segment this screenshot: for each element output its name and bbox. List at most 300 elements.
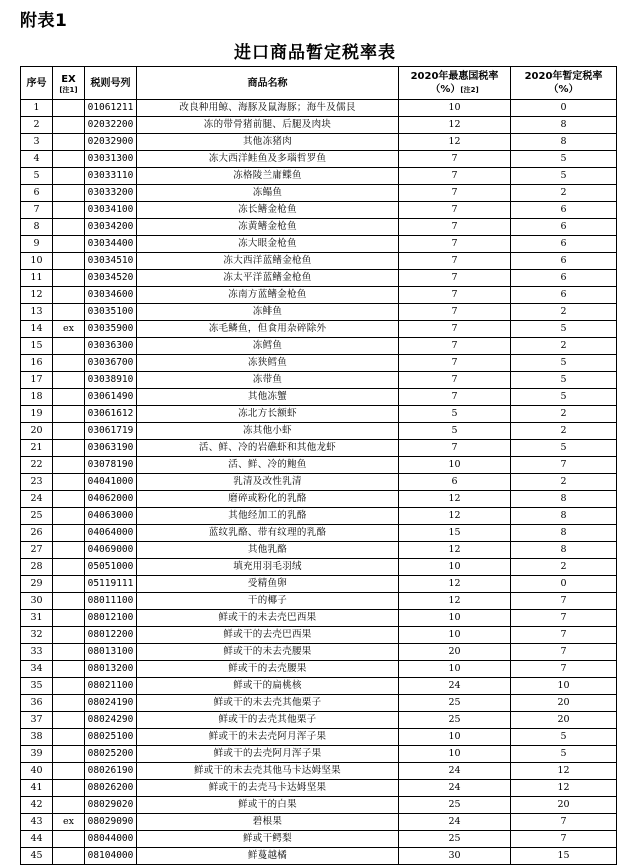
cell-mfn-rate: 5: [399, 406, 511, 423]
cell-seq: 27: [21, 542, 53, 559]
table-row: [21, 729, 617, 746]
cell-seq: 32: [21, 627, 53, 644]
cell-name: 碧根果: [137, 814, 399, 831]
cell-ex: [53, 117, 85, 134]
cell-seq: 18: [21, 389, 53, 406]
cell-provisional-rate: 2: [511, 185, 617, 202]
cell-mfn-rate: 25: [399, 797, 511, 814]
cell-ex: [53, 780, 85, 797]
cell-name: 受精鱼卵: [137, 576, 399, 593]
cell-provisional-rate: 12: [511, 780, 617, 797]
cell-ex: ex: [53, 814, 85, 831]
cell-mfn-rate: 7: [399, 185, 511, 202]
cell-mfn-rate: 7: [399, 236, 511, 253]
cell-provisional-rate: 5: [511, 372, 617, 389]
cell-seq: 19: [21, 406, 53, 423]
header-seq: 序号: [21, 67, 53, 100]
cell-seq: 17: [21, 372, 53, 389]
cell-code: 03061612: [85, 406, 137, 423]
cell-mfn-rate: 10: [399, 610, 511, 627]
table-row: [21, 797, 617, 814]
cell-mfn-rate: 7: [399, 338, 511, 355]
table-row: [21, 525, 617, 542]
cell-name: 冻带鱼: [137, 372, 399, 389]
cell-mfn-rate: 10: [399, 746, 511, 763]
cell-seq: 38: [21, 729, 53, 746]
cell-seq: 12: [21, 287, 53, 304]
cell-code: 08012100: [85, 610, 137, 627]
cell-ex: [53, 440, 85, 457]
cell-code: 01061211: [85, 100, 137, 117]
cell-name: 活、鲜、冷的岩礁虾和其他龙虾: [137, 440, 399, 457]
header-mfn-line2: （%）: [430, 83, 461, 95]
cell-mfn-rate: 7: [399, 355, 511, 372]
table-row: [21, 695, 617, 712]
cell-name: 鲜或干的未去壳巴西果: [137, 610, 399, 627]
cell-provisional-rate: 2: [511, 338, 617, 355]
cell-code: 08011100: [85, 593, 137, 610]
cell-ex: [53, 644, 85, 661]
cell-name: 其他乳酪: [137, 542, 399, 559]
table-row: [21, 746, 617, 763]
cell-provisional-rate: 5: [511, 168, 617, 185]
header-mfn-note: [注2]: [460, 85, 479, 94]
header-ex-note: [注1]: [59, 85, 78, 94]
cell-code: 04064000: [85, 525, 137, 542]
cell-seq: 29: [21, 576, 53, 593]
cell-name: 鲜或干的去壳阿月浑子果: [137, 746, 399, 763]
cell-name: 冻大眼金枪鱼: [137, 236, 399, 253]
cell-ex: [53, 729, 85, 746]
cell-ex: [53, 355, 85, 372]
cell-code: 08026200: [85, 780, 137, 797]
cell-provisional-rate: 0: [511, 576, 617, 593]
cell-provisional-rate: 7: [511, 661, 617, 678]
cell-mfn-rate: 25: [399, 831, 511, 848]
table-row: [21, 253, 617, 270]
table-row: [21, 491, 617, 508]
cell-provisional-rate: 20: [511, 695, 617, 712]
cell-provisional-rate: 5: [511, 389, 617, 406]
cell-code: 03061490: [85, 389, 137, 406]
cell-name: 鲜或干的去壳腰果: [137, 661, 399, 678]
table-row: [21, 644, 617, 661]
cell-name: 冻其他小虾: [137, 423, 399, 440]
cell-ex: [53, 695, 85, 712]
table-row: [21, 100, 617, 117]
cell-name: 冻黄鳍金枪鱼: [137, 219, 399, 236]
table-header-row: [21, 67, 617, 100]
cell-mfn-rate: 7: [399, 168, 511, 185]
cell-seq: 39: [21, 746, 53, 763]
cell-provisional-rate: 5: [511, 440, 617, 457]
cell-code: 03061719: [85, 423, 137, 440]
cell-code: 08104000: [85, 848, 137, 865]
cell-code: 02032200: [85, 117, 137, 134]
cell-provisional-rate: 5: [511, 729, 617, 746]
cell-name: 活、鲜、冷的鲍鱼: [137, 457, 399, 474]
cell-provisional-rate: 2: [511, 559, 617, 576]
cell-seq: 10: [21, 253, 53, 270]
cell-code: 03036700: [85, 355, 137, 372]
cell-provisional-rate: 6: [511, 270, 617, 287]
table-row: [21, 712, 617, 729]
cell-code: 03031300: [85, 151, 137, 168]
cell-provisional-rate: 2: [511, 304, 617, 321]
cell-code: 02032900: [85, 134, 137, 151]
cell-ex: [53, 797, 85, 814]
cell-provisional-rate: 0: [511, 100, 617, 117]
cell-seq: 34: [21, 661, 53, 678]
cell-code: 08013100: [85, 644, 137, 661]
cell-mfn-rate: 25: [399, 712, 511, 729]
cell-code: 04062000: [85, 491, 137, 508]
cell-code: 08013200: [85, 661, 137, 678]
cell-provisional-rate: 5: [511, 321, 617, 338]
cell-code: 08029020: [85, 797, 137, 814]
header-provisional-rate: [511, 67, 617, 100]
table-row: [21, 559, 617, 576]
cell-ex: [53, 389, 85, 406]
cell-seq: 7: [21, 202, 53, 219]
cell-code: 08012200: [85, 627, 137, 644]
cell-name: 冻鳎鱼: [137, 185, 399, 202]
cell-code: 08025200: [85, 746, 137, 763]
cell-seq: 3: [21, 134, 53, 151]
table-row: [21, 423, 617, 440]
cell-name: 冻鳕鱼: [137, 338, 399, 355]
header-name: 商品名称: [137, 67, 399, 100]
cell-provisional-rate: 7: [511, 831, 617, 848]
cell-provisional-rate: 20: [511, 797, 617, 814]
cell-provisional-rate: 7: [511, 644, 617, 661]
table-row: [21, 168, 617, 185]
cell-ex: [53, 185, 85, 202]
cell-seq: 15: [21, 338, 53, 355]
cell-name: 鲜或干的去壳其他栗子: [137, 712, 399, 729]
table-row: [21, 542, 617, 559]
attachment-label: 附表1: [20, 11, 68, 31]
cell-provisional-rate: 8: [511, 491, 617, 508]
cell-ex: [53, 202, 85, 219]
cell-name: 鲜或干的白果: [137, 797, 399, 814]
cell-mfn-rate: 24: [399, 678, 511, 695]
cell-seq: 6: [21, 185, 53, 202]
header-provisional-line2: （%）: [548, 84, 579, 95]
cell-mfn-rate: 12: [399, 576, 511, 593]
cell-provisional-rate: 2: [511, 406, 617, 423]
cell-code: 03034520: [85, 270, 137, 287]
cell-seq: 25: [21, 508, 53, 525]
table-row: [21, 610, 617, 627]
cell-mfn-rate: 7: [399, 219, 511, 236]
cell-name: 其他经加工的乳酪: [137, 508, 399, 525]
cell-code: 03078190: [85, 457, 137, 474]
cell-provisional-rate: 12: [511, 763, 617, 780]
table-row: [21, 406, 617, 423]
cell-provisional-rate: 2: [511, 474, 617, 491]
cell-mfn-rate: 24: [399, 814, 511, 831]
cell-name: 鲜或干的去壳马卡达姆坚果: [137, 780, 399, 797]
cell-seq: 9: [21, 236, 53, 253]
cell-ex: [53, 746, 85, 763]
document-title: 进口商品暂定税率表: [234, 43, 396, 63]
cell-seq: 11: [21, 270, 53, 287]
cell-mfn-rate: 5: [399, 423, 511, 440]
cell-provisional-rate: 8: [511, 508, 617, 525]
cell-code: 08029090: [85, 814, 137, 831]
cell-mfn-rate: 10: [399, 457, 511, 474]
cell-mfn-rate: 7: [399, 253, 511, 270]
table-row: [21, 185, 617, 202]
cell-seq: 5: [21, 168, 53, 185]
cell-ex: [53, 610, 85, 627]
cell-code: 08021100: [85, 678, 137, 695]
cell-name: 冻大西洋蓝鳍金枪鱼: [137, 253, 399, 270]
cell-seq: 40: [21, 763, 53, 780]
table-row: [21, 457, 617, 474]
table-row: [21, 780, 617, 797]
table-row: [21, 219, 617, 236]
cell-provisional-rate: 7: [511, 627, 617, 644]
cell-mfn-rate: 12: [399, 491, 511, 508]
cell-seq: 20: [21, 423, 53, 440]
cell-code: 08026190: [85, 763, 137, 780]
cell-mfn-rate: 12: [399, 117, 511, 134]
cell-provisional-rate: 8: [511, 134, 617, 151]
cell-mfn-rate: 10: [399, 661, 511, 678]
table-row: [21, 304, 617, 321]
cell-ex: [53, 831, 85, 848]
header-ex: [53, 67, 85, 100]
cell-seq: 21: [21, 440, 53, 457]
cell-name: 其他冻蟹: [137, 389, 399, 406]
cell-ex: ex: [53, 321, 85, 338]
cell-ex: [53, 236, 85, 253]
cell-ex: [53, 151, 85, 168]
cell-provisional-rate: 7: [511, 457, 617, 474]
cell-provisional-rate: 5: [511, 746, 617, 763]
cell-code: 03034600: [85, 287, 137, 304]
cell-seq: 30: [21, 593, 53, 610]
table-row: [21, 287, 617, 304]
header-mfn-rate: [399, 67, 511, 100]
cell-seq: 8: [21, 219, 53, 236]
cell-seq: 4: [21, 151, 53, 168]
cell-ex: [53, 304, 85, 321]
table-row: [21, 117, 617, 134]
cell-seq: 13: [21, 304, 53, 321]
cell-provisional-rate: 6: [511, 236, 617, 253]
table-row: [21, 814, 617, 831]
cell-provisional-rate: 6: [511, 219, 617, 236]
cell-ex: [53, 219, 85, 236]
table-row: [21, 236, 617, 253]
cell-code: 08044000: [85, 831, 137, 848]
cell-name: 鲜或干鳄梨: [137, 831, 399, 848]
cell-name: 鲜蔓越橘: [137, 848, 399, 865]
cell-ex: [53, 508, 85, 525]
table-row: [21, 576, 617, 593]
cell-mfn-rate: 7: [399, 321, 511, 338]
cell-code: 03033200: [85, 185, 137, 202]
table-row: [21, 355, 617, 372]
table-row: [21, 440, 617, 457]
cell-seq: 37: [21, 712, 53, 729]
cell-ex: [53, 253, 85, 270]
cell-code: 03035100: [85, 304, 137, 321]
cell-name: 其他冻猪肉: [137, 134, 399, 151]
cell-ex: [53, 423, 85, 440]
cell-code: 05051000: [85, 559, 137, 576]
cell-mfn-rate: 10: [399, 100, 511, 117]
cell-name: 干的椰子: [137, 593, 399, 610]
cell-ex: [53, 661, 85, 678]
cell-seq: 1: [21, 100, 53, 117]
cell-ex: [53, 712, 85, 729]
table-row: [21, 474, 617, 491]
table-row: [21, 321, 617, 338]
cell-name: 鲜或干的未去壳腰果: [137, 644, 399, 661]
cell-ex: [53, 627, 85, 644]
table-row: [21, 270, 617, 287]
table-row: [21, 338, 617, 355]
cell-mfn-rate: 7: [399, 151, 511, 168]
cell-mfn-rate: 7: [399, 389, 511, 406]
cell-name: 冻大西洋鲑鱼及多瑙哲罗鱼: [137, 151, 399, 168]
cell-provisional-rate: 6: [511, 253, 617, 270]
cell-ex: [53, 474, 85, 491]
cell-code: 08024190: [85, 695, 137, 712]
cell-name: 填充用羽毛羽绒: [137, 559, 399, 576]
cell-ex: [53, 559, 85, 576]
cell-provisional-rate: 2: [511, 423, 617, 440]
cell-code: 04041000: [85, 474, 137, 491]
cell-name: 鲜或干的扁桃核: [137, 678, 399, 695]
cell-mfn-rate: 10: [399, 729, 511, 746]
cell-ex: [53, 287, 85, 304]
table-row: [21, 202, 617, 219]
table-row: [21, 848, 617, 865]
cell-provisional-rate: 7: [511, 814, 617, 831]
cell-seq: 28: [21, 559, 53, 576]
cell-mfn-rate: 24: [399, 780, 511, 797]
cell-provisional-rate: 6: [511, 287, 617, 304]
cell-mfn-rate: 24: [399, 763, 511, 780]
cell-provisional-rate: 20: [511, 712, 617, 729]
cell-mfn-rate: 12: [399, 508, 511, 525]
cell-name: 乳清及改性乳清: [137, 474, 399, 491]
cell-code: 03033110: [85, 168, 137, 185]
cell-ex: [53, 457, 85, 474]
cell-code: 03034510: [85, 253, 137, 270]
cell-seq: 45: [21, 848, 53, 865]
cell-mfn-rate: 7: [399, 440, 511, 457]
cell-name: 鲜或干的去壳巴西果: [137, 627, 399, 644]
cell-name: 鲜或干的未去壳其他马卡达姆坚果: [137, 763, 399, 780]
cell-ex: [53, 525, 85, 542]
cell-ex: [53, 848, 85, 865]
cell-seq: 41: [21, 780, 53, 797]
cell-provisional-rate: 7: [511, 610, 617, 627]
cell-seq: 26: [21, 525, 53, 542]
cell-code: 03035900: [85, 321, 137, 338]
cell-seq: 16: [21, 355, 53, 372]
cell-code: 03034200: [85, 219, 137, 236]
cell-mfn-rate: 6: [399, 474, 511, 491]
cell-ex: [53, 678, 85, 695]
cell-ex: [53, 100, 85, 117]
cell-name: 改良种用鲸、海豚及鼠海豚；海牛及儒艮: [137, 100, 399, 117]
cell-code: 03036300: [85, 338, 137, 355]
cell-mfn-rate: 10: [399, 559, 511, 576]
cell-name: 鲜或干的未去壳其他栗子: [137, 695, 399, 712]
cell-name: 冻鲱鱼: [137, 304, 399, 321]
cell-code: 03034100: [85, 202, 137, 219]
cell-ex: [53, 763, 85, 780]
cell-provisional-rate: 5: [511, 151, 617, 168]
cell-name: 冻的带骨猪前腿、后腿及肉块: [137, 117, 399, 134]
cell-provisional-rate: 8: [511, 525, 617, 542]
cell-name: 冻太平洋蓝鳍金枪鱼: [137, 270, 399, 287]
table-row: [21, 627, 617, 644]
cell-ex: [53, 542, 85, 559]
cell-mfn-rate: 7: [399, 287, 511, 304]
table-row: [21, 763, 617, 780]
table-row: [21, 678, 617, 695]
cell-code: 03034400: [85, 236, 137, 253]
cell-seq: 14: [21, 321, 53, 338]
cell-name: 冻南方蓝鳍金枪鱼: [137, 287, 399, 304]
header-provisional-line1: 2020年暂定税率: [524, 71, 603, 82]
cell-mfn-rate: 20: [399, 644, 511, 661]
cell-code: 04063000: [85, 508, 137, 525]
cell-ex: [53, 270, 85, 287]
cell-code: 08025100: [85, 729, 137, 746]
header-mfn-line1: 2020年最惠国税率: [410, 70, 499, 82]
header-ex-label: EX: [61, 73, 76, 85]
cell-name: 冻狭鳕鱼: [137, 355, 399, 372]
cell-name: 冻格陵兰庸鲽鱼: [137, 168, 399, 185]
cell-ex: [53, 491, 85, 508]
cell-name: 冻北方长额虾: [137, 406, 399, 423]
cell-mfn-rate: 12: [399, 542, 511, 559]
cell-name: 冻长鳍金枪鱼: [137, 202, 399, 219]
cell-mfn-rate: 30: [399, 848, 511, 865]
cell-provisional-rate: 15: [511, 848, 617, 865]
cell-provisional-rate: 6: [511, 202, 617, 219]
cell-ex: [53, 168, 85, 185]
cell-code: 03063190: [85, 440, 137, 457]
cell-mfn-rate: 12: [399, 134, 511, 151]
table-row: [21, 831, 617, 848]
cell-mfn-rate: 7: [399, 202, 511, 219]
cell-mfn-rate: 15: [399, 525, 511, 542]
cell-mfn-rate: 7: [399, 304, 511, 321]
cell-ex: [53, 134, 85, 151]
cell-provisional-rate: 10: [511, 678, 617, 695]
cell-provisional-rate: 5: [511, 355, 617, 372]
cell-name: 磨碎或粉化的乳酪: [137, 491, 399, 508]
table-row: [21, 661, 617, 678]
table-body: [21, 100, 617, 865]
cell-seq: 2: [21, 117, 53, 134]
table-row: [21, 372, 617, 389]
cell-ex: [53, 576, 85, 593]
table-row: [21, 508, 617, 525]
cell-seq: 42: [21, 797, 53, 814]
cell-seq: 35: [21, 678, 53, 695]
